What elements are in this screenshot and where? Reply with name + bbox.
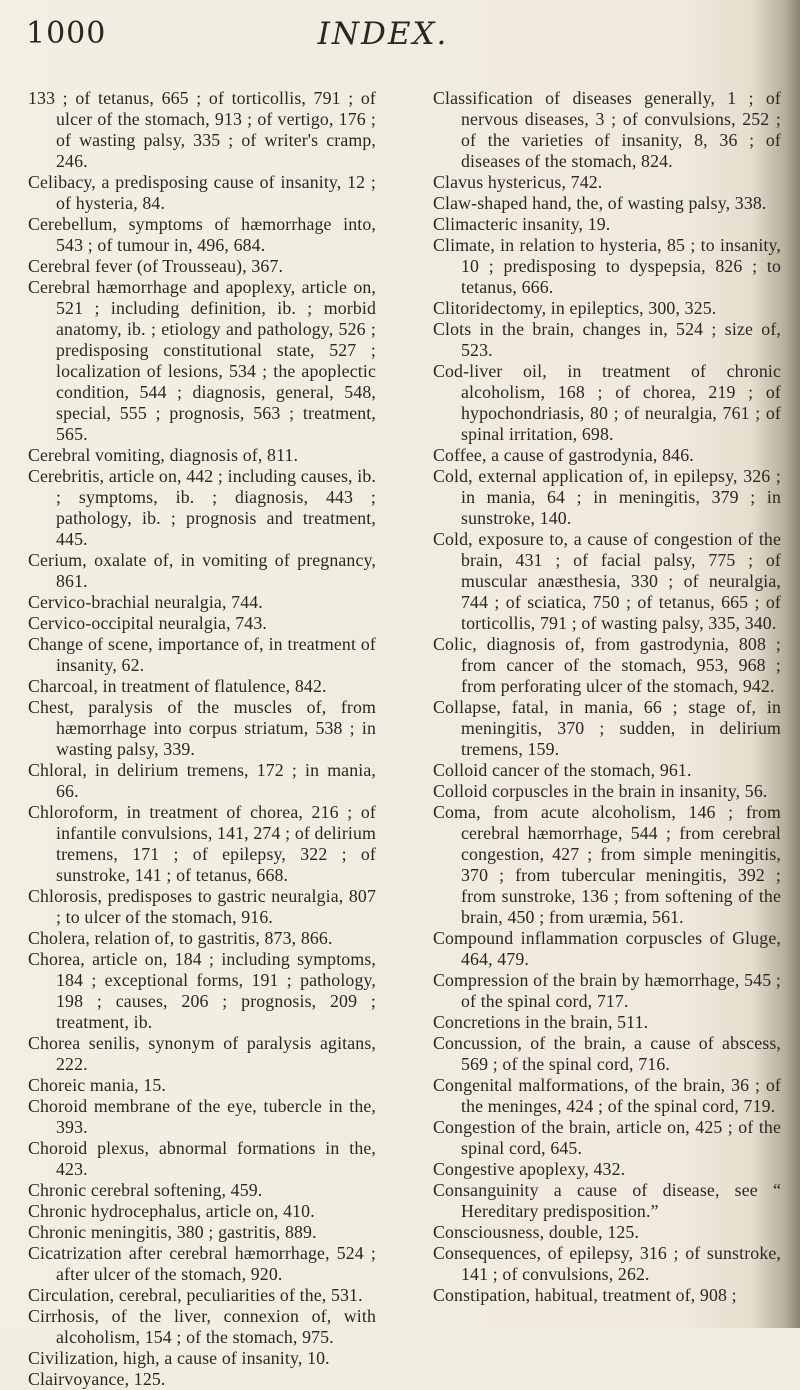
running-head: INDEX.	[317, 16, 449, 52]
index-entry: Climacteric insanity, 19.	[433, 214, 611, 234]
index-entry: Concussion, of the brain, a cause of abscess, 569 ; of the spinal cord, 716.	[433, 1033, 781, 1074]
index-entry: Clots in the brain, changes in, 524 ; size of, 523.	[433, 319, 781, 360]
index-entry: Choreic mania, 15.	[28, 1075, 166, 1095]
index-entry: Cod-liver oil, in treatment of chronic alcoholism, 168 ; of chorea, 219 ; of hypochondriasis, 80 ; of neuralgia, 761 ; of spinal irritation, 698.	[433, 361, 781, 444]
index-entry: Cold, exposure to, a cause of congestion of the brain, 431 ; of facial palsy, 775 ; of muscular anæsthesia, 330 ; of neuralgia, 744 ; of sciatica, 750 ; of tetanus, 665 ; of torticollis, 791 ; of wasting palsy, 335, 340.	[433, 529, 781, 633]
index-entry: Climate, in relation to hysteria, 85 ; to insanity, 10 ; predisposing to dyspepsia, 826 ; to tetanus, 666.	[433, 235, 781, 297]
index-entry: Congestion of the brain, article on, 425 ; of the spinal cord, 645.	[433, 1117, 781, 1158]
index-entry: Chronic cerebral softening, 459.	[28, 1180, 263, 1200]
index-entry: Concretions in the brain, 511.	[433, 1012, 649, 1032]
index-entry: Colic, diagnosis of, from gastrodynia, 808 ; from cancer of the stomach, 953, 968 ; from perforating ulcer of the stomach, 942.	[433, 634, 781, 696]
page-header	[26, 16, 740, 56]
index-entry: Consequences, of epilepsy, 316 ; of sunstroke, 141 ; of convulsions, 262.	[433, 1243, 781, 1284]
index-entry: Cholera, relation of, to gastritis, 873, 866.	[28, 928, 333, 948]
right-column	[433, 88, 781, 1306]
index-entry: Cerebral fever (of Trousseau), 367.	[28, 256, 284, 276]
index-entry: Chorea, article on, 184 ; including symptoms, 184 ; exceptional forms, 191 ; pathology, 198 ; causes, 206 ; prognosis, 209 ; treatment, ib.	[28, 949, 376, 1032]
index-entry: Cerebral vomiting, diagnosis of, 811.	[28, 445, 299, 465]
index-entry: Cervico-brachial neuralgia, 744.	[28, 592, 263, 612]
index-entry: Change of scene, importance of, in treatment of insanity, 62.	[28, 634, 376, 675]
index-entry: Clitoridectomy, in epileptics, 300, 325.	[433, 298, 717, 318]
index-entry: Choroid plexus, abnormal formations in the, 423.	[28, 1138, 376, 1179]
index-entry: Cicatrization after cerebral hæmorrhage, 524 ; after ulcer of the stomach, 920.	[28, 1243, 376, 1284]
index-entry: Chloral, in delirium tremens, 172 ; in mania, 66.	[28, 760, 376, 801]
index-entry: Charcoal, in treatment of flatulence, 842.	[28, 676, 327, 696]
index-entry: Consciousness, double, 125.	[433, 1222, 640, 1242]
index-entry: Cerebral hæmorrhage and apoplexy, article on, 521 ; including definition, ib. ; morbid anatomy, ib. ; etiology and pathology, 526 ; predisposing constitutional state, 527 ; localization of lesions, 534 ; the apoplectic condition, 544 ; diagnosis, general, 548, special, 555 ; prognosis, 563 ; treatment, 565.	[28, 277, 376, 444]
index-entry: Colloid cancer of the stomach, 961.	[433, 760, 692, 780]
index-entry: Civilization, high, a cause of insanity, 10.	[28, 1348, 330, 1368]
index-entry: Coffee, a cause of gastrodynia, 846.	[433, 445, 694, 465]
index-entry: Classification of diseases generally, 1 ; of nervous diseases, 3 ; of convulsions, 252 ; of the varieties of insanity, 8, 36 ; of diseases of the stomach, 824.	[433, 88, 781, 171]
index-entry: Chlorosis, predisposes to gastric neuralgia, 807 ; to ulcer of the stomach, 916.	[28, 886, 376, 927]
index-entry: Chorea senilis, synonym of paralysis agitans, 222.	[28, 1033, 376, 1074]
index-entry: Claw-shaped hand, the, of wasting palsy, 338.	[433, 193, 767, 213]
index-entry: Constipation, habitual, treatment of, 908 ;	[433, 1285, 737, 1305]
page-number: 1000	[26, 16, 107, 51]
index-entry: 133 ; of tetanus, 665 ; of torticollis, 791 ; of ulcer of the stomach, 913 ; of vertigo, 176 ; of wasting palsy, 335 ; of writer's cramp, 246.	[28, 88, 376, 171]
index-entry: Chronic meningitis, 380 ; gastritis, 889.	[28, 1222, 317, 1242]
index-entry: Cerium, oxalate of, in vomiting of pregnancy, 861.	[28, 550, 376, 591]
index-entry: Chloroform, in treatment of chorea, 216 ; of infantile convulsions, 141, 274 ; of delirium tremens, 171 ; of epilepsy, 322 ; of sunstroke, 141 ; of tetanus, 668.	[28, 802, 376, 885]
index-entry: Cerebellum, symptoms of hæmorrhage into, 543 ; of tumour in, 496, 684.	[28, 214, 376, 255]
index-entry: Cerebritis, article on, 442 ; including causes, ib. ; symptoms, ib. ; diagnosis, 443 ; pathology, ib. ; prognosis and treatment, 445.	[28, 466, 376, 549]
index-entry: Consanguinity a cause of disease, see “ Hereditary predisposition.”	[433, 1180, 781, 1221]
left-column	[28, 88, 376, 1390]
index-entry: Circulation, cerebral, peculiarities of the, 531.	[28, 1285, 363, 1305]
index-entry: Chest, paralysis of the muscles of, from hæmorrhage into corpus striatum, 538 ; in wasting palsy, 339.	[28, 697, 376, 759]
index-entry: Congestive apoplexy, 432.	[433, 1159, 626, 1179]
index-entry: Chronic hydrocephalus, article on, 410.	[28, 1201, 315, 1221]
index-entry: Celibacy, a predisposing cause of insanity, 12 ; of hysteria, 84.	[28, 172, 376, 213]
index-entry: Collapse, fatal, in mania, 66 ; stage of, in meningitis, 370 ; sudden, in delirium tremens, 159.	[433, 697, 781, 759]
index-entry: Choroid membrane of the eye, tubercle in the, 393.	[28, 1096, 376, 1137]
index-entry: Clairvoyance, 125.	[28, 1369, 166, 1389]
index-entry: Compound inflammation corpuscles of Gluge, 464, 479.	[433, 928, 781, 969]
index-entry: Compression of the brain by hæmorrhage, 545 ; of the spinal cord, 717.	[433, 970, 781, 1011]
index-entry: Coma, from acute alcoholism, 146 ; from cerebral hæmorrhage, 544 ; from cerebral congestion, 427 ; from simple meningitis, 370 ; from tubercular meningitis, 392 ; from sunstroke, 136 ; from softening of the brain, 450 ; from uræmia, 561.	[433, 802, 781, 927]
index-entry: Cold, external application of, in epilepsy, 326 ; in mania, 64 ; in meningitis, 379 ; in sunstroke, 140.	[433, 466, 781, 528]
index-entry: Cervico-occipital neuralgia, 743.	[28, 613, 267, 633]
index-entry: Clavus hystericus, 742.	[433, 172, 603, 192]
index-entry: Colloid corpuscles in the brain in insanity, 56.	[433, 781, 768, 801]
index-entry: Cirrhosis, of the liver, connexion of, with alcoholism, 154 ; of the stomach, 975.	[28, 1306, 376, 1347]
index-entry: Congenital malformations, of the brain, 36 ; of the meninges, 424 ; of the spinal cord, 719.	[433, 1075, 781, 1116]
